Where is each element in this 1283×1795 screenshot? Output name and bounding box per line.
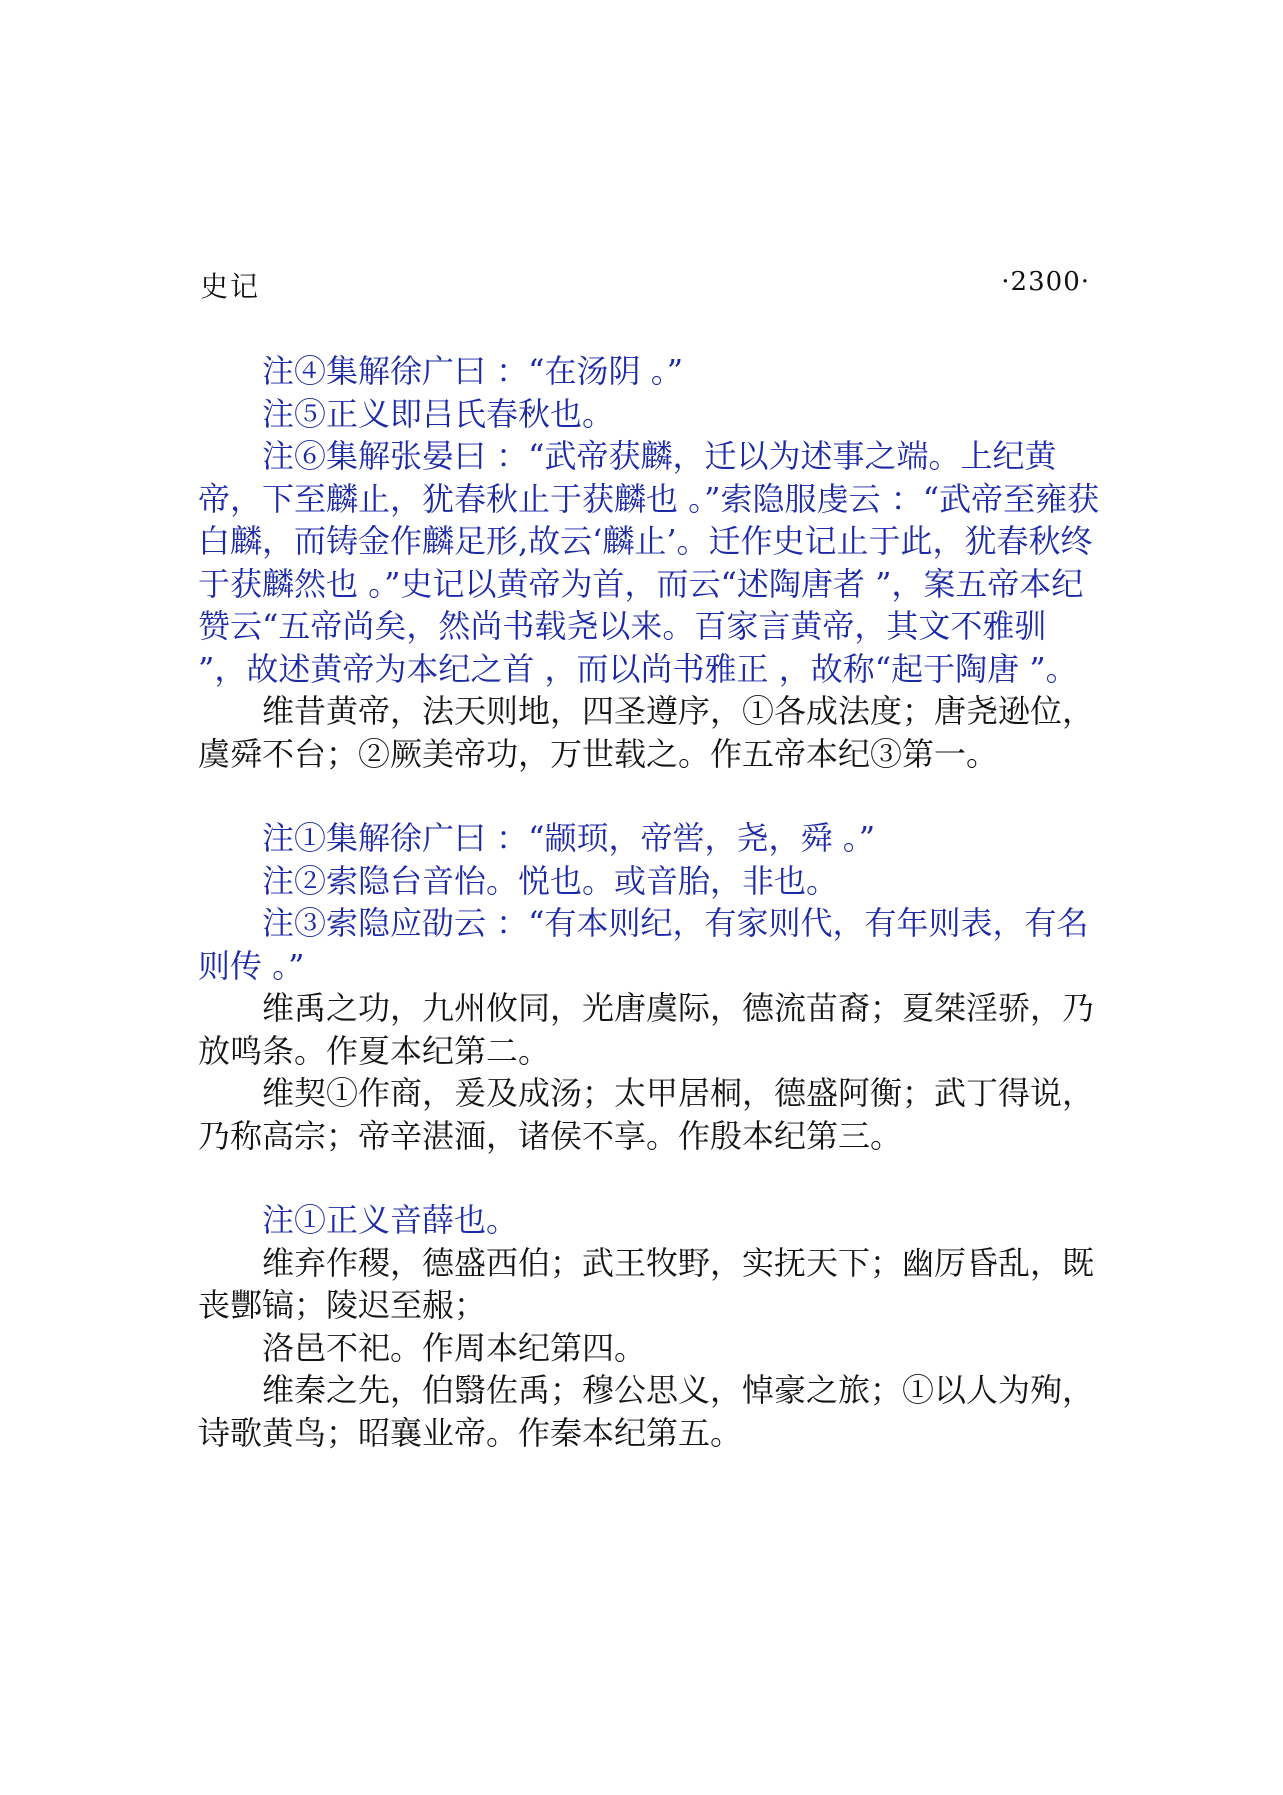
paragraph-spacer [198,1157,1103,1199]
page-number: ·2300· [1001,267,1090,297]
note-paragraph: 注③索隐应劭云 ：“有本则纪，有家则代，有年则表，有名则传 。” [198,904,1089,985]
note-paragraph: 注④集解徐广曰 ：“在汤阴 。” [262,352,684,390]
main-text-paragraph: 维契①作商，爰及成汤；太甲居桐，德盛阿衡；武丁得说，乃称高宗；帝辛湛湎，诸侯不享。作殷本纪第三。 [198,1074,1095,1155]
main-text-paragraph: 洛邑不祀。作周本纪第四。 [262,1328,647,1367]
note-paragraph: 注②索隐台音怡。悦也。或音胎，非也。 [262,861,839,900]
paragraph-spacer [198,775,1103,817]
main-text-paragraph: 维昔黄帝，法天则地，四圣遵序，①各成法度；唐尧逊位，虞舜不台；②厥美帝功，万世载之。作五帝本纪③第一。 [198,692,1095,773]
page-body [198,350,1103,1454]
note-paragraph: 注①集解徐广曰 ：“颛顼，帝喾，尧，舜 。” [262,819,876,857]
book-title: 史记 [200,270,261,303]
page-header [200,265,1090,305]
main-text-paragraph: 维禹之功，九州攸同，光唐虞际，德流苗裔；夏桀淫骄，乃放鸣条。作夏本纪第二。 [198,989,1095,1070]
note-paragraph: 注①正义音薛也。 [262,1201,519,1239]
main-text-paragraph: 维秦之先，伯翳佐禹；穆公思义，悼豪之旅；①以人为殉，诗歌黄鸟；昭襄业帝。作秦本纪第五。 [198,1371,1095,1452]
note-paragraph: 注⑥集解张晏曰 ：“武帝获麟，迁以为述事之端。上纪黄帝，下至麟止，犹春秋止于获麟也 。”索隐服虔云 ：“武帝至雍获白麟，而铸金作麟足形,故云‘麟止’。迁作史记止于此，犹春秋终于获麟然也 。”史记以黄帝为首，而云“述陶唐者 ”，案五帝本纪赞云“五帝尚矣，然尚书载尧以来。百家言黄帝，其文不雅驯 ”，故述黄帝为本纪之首 ，而以尚书雅正 ，故称“起于陶唐 ”。 [198,437,1100,688]
main-text-paragraph: 维弃作稷，德盛西伯；武王牧野，实抚天下；幽厉昏乱，既丧酆镐；陵迟至赧； [198,1243,1095,1324]
note-paragraph: 注⑤正义即吕氏春秋也。 [262,394,615,433]
